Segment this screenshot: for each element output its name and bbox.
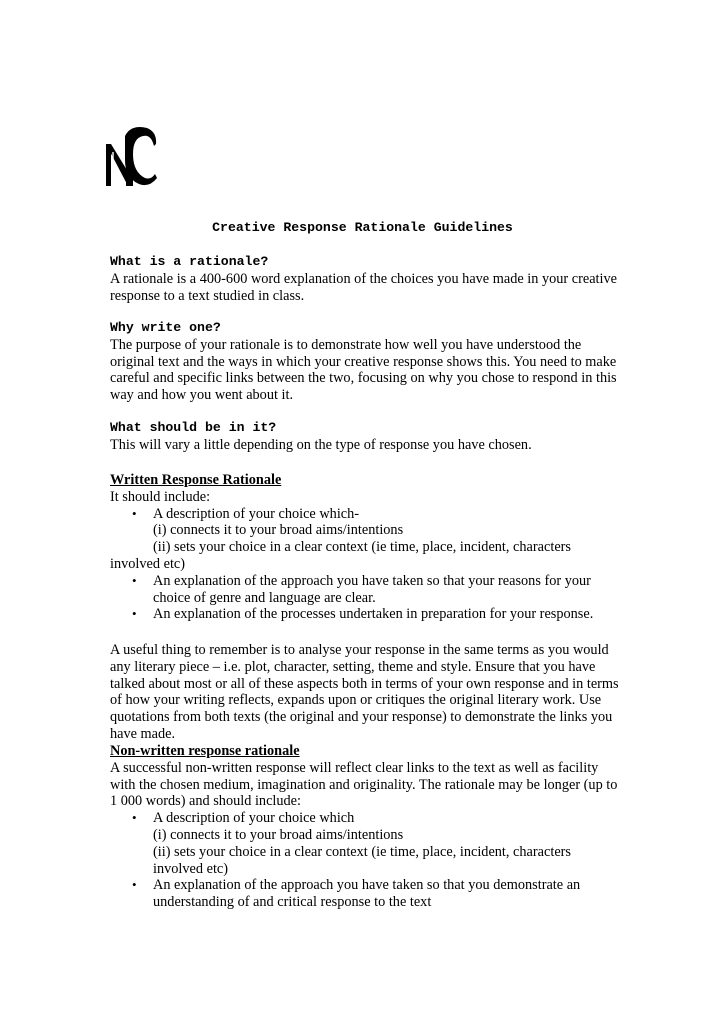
section-heading: Why write one? [110, 320, 221, 335]
bullet-icon: • [132, 505, 137, 521]
bullet-icon: • [132, 877, 137, 893]
sub-item: (i) connects it to your broad aims/intentions [153, 522, 404, 539]
list-item: • An explanation of the approach you have taken so that you demonstrate an understanding of and critical response to the text [132, 877, 581, 911]
section-intro: A successful non-written response will reflect clear links to the text as well as facility with the chosen medium, imagination and originality. The rationale may be longer (up to 1 000 words) and should include: [110, 759, 618, 810]
section-written [110, 472, 620, 623]
page-title: Creative Response Rationale Guidelines [212, 220, 513, 235]
list-item: • A description of your choice which [132, 810, 355, 827]
section-heading: What should be in it? [110, 420, 277, 435]
section-heading: What is a rationale? [110, 254, 269, 269]
section-heading: Non-written response rationale [110, 743, 300, 759]
section-what-is [110, 254, 620, 304]
bullet-icon: • [132, 572, 137, 588]
nc-logo [103, 124, 159, 188]
sub-item: (ii) sets your choice in a clear context (ie time, place, incident, characters involved etc) [153, 843, 571, 877]
section-body: A rationale is a 400-600 word explanation of the choices you have made in your creative response to a text studied in class. [110, 270, 617, 304]
sub-item-cont: involved etc) [110, 555, 186, 572]
bullet-icon: • [132, 606, 137, 622]
section-intro: It should include: [110, 488, 211, 505]
list-item: • An explanation of the approach you have taken so that your reasons for your choice of genre and language are clear. [132, 572, 591, 606]
sub-item: (i) connects it to your broad aims/intentions [153, 826, 404, 843]
section-body: This will vary a little depending on the type of response you have chosen. [110, 436, 532, 453]
list-item: • An explanation of the processes undertaken in preparation for your response. [132, 606, 594, 623]
section-why [110, 320, 620, 404]
written-paragraph: A useful thing to remember is to analyse your response in the same terms as you would any literary piece – i.e. plot, character, setting, theme and style. Ensure that you have talked about most or all of these aspects both in terms of your own response and in terms of how your writing reflects, expands upon or critiques the original literary work. Use quotations from both texts (the original and your response) to demonstrate the links you have made. [110, 642, 619, 742]
section-what-should [110, 420, 620, 454]
section-body: The purpose of your rationale is to demonstrate how well you have understood the original text and the ways in which your creative response shows this. You need to make careful and specific links between the two, focusing on why you chose to respond in this way and how you went about it. [110, 336, 617, 404]
sub-item: (ii) sets your choice in a clear context (ie time, place, incident, characters [153, 539, 571, 556]
section-nonwritten [110, 743, 620, 911]
list-item: • A description of your choice which- [132, 505, 360, 522]
section-heading: Written Response Rationale [110, 472, 282, 488]
bullet-icon: • [132, 810, 137, 826]
